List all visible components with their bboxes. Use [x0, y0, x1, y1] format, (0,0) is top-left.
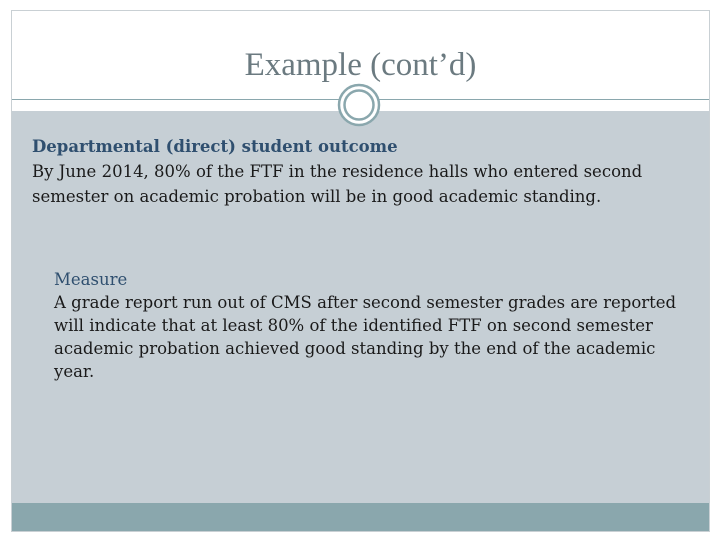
slide-title: Example (cont’d)	[244, 47, 477, 83]
outcome-heading: Departmental (direct) student outcome	[32, 137, 398, 156]
measure-line: A grade report run out of CMS after second semester grades are reported	[54, 293, 677, 312]
slide-frame	[11, 10, 710, 532]
outcome-line: By June 2014, 80% of the FTF in the residence halls who entered second	[32, 162, 643, 181]
measure-heading: Measure	[54, 270, 128, 289]
content-panel	[12, 111, 709, 503]
measure-line: academic probation achieved good standing by the end of the academic	[54, 339, 656, 358]
measure-line: will indicate that at least 80% of the identified FTF on second semester	[54, 316, 653, 335]
measure-line: year.	[54, 362, 95, 381]
outcome-block	[32, 134, 692, 209]
circle-ring-icon	[337, 83, 381, 127]
outcome-line: semester on academic probation will be in good academic standing.	[32, 187, 602, 206]
bottom-band	[12, 503, 709, 531]
measure-block	[54, 268, 694, 383]
